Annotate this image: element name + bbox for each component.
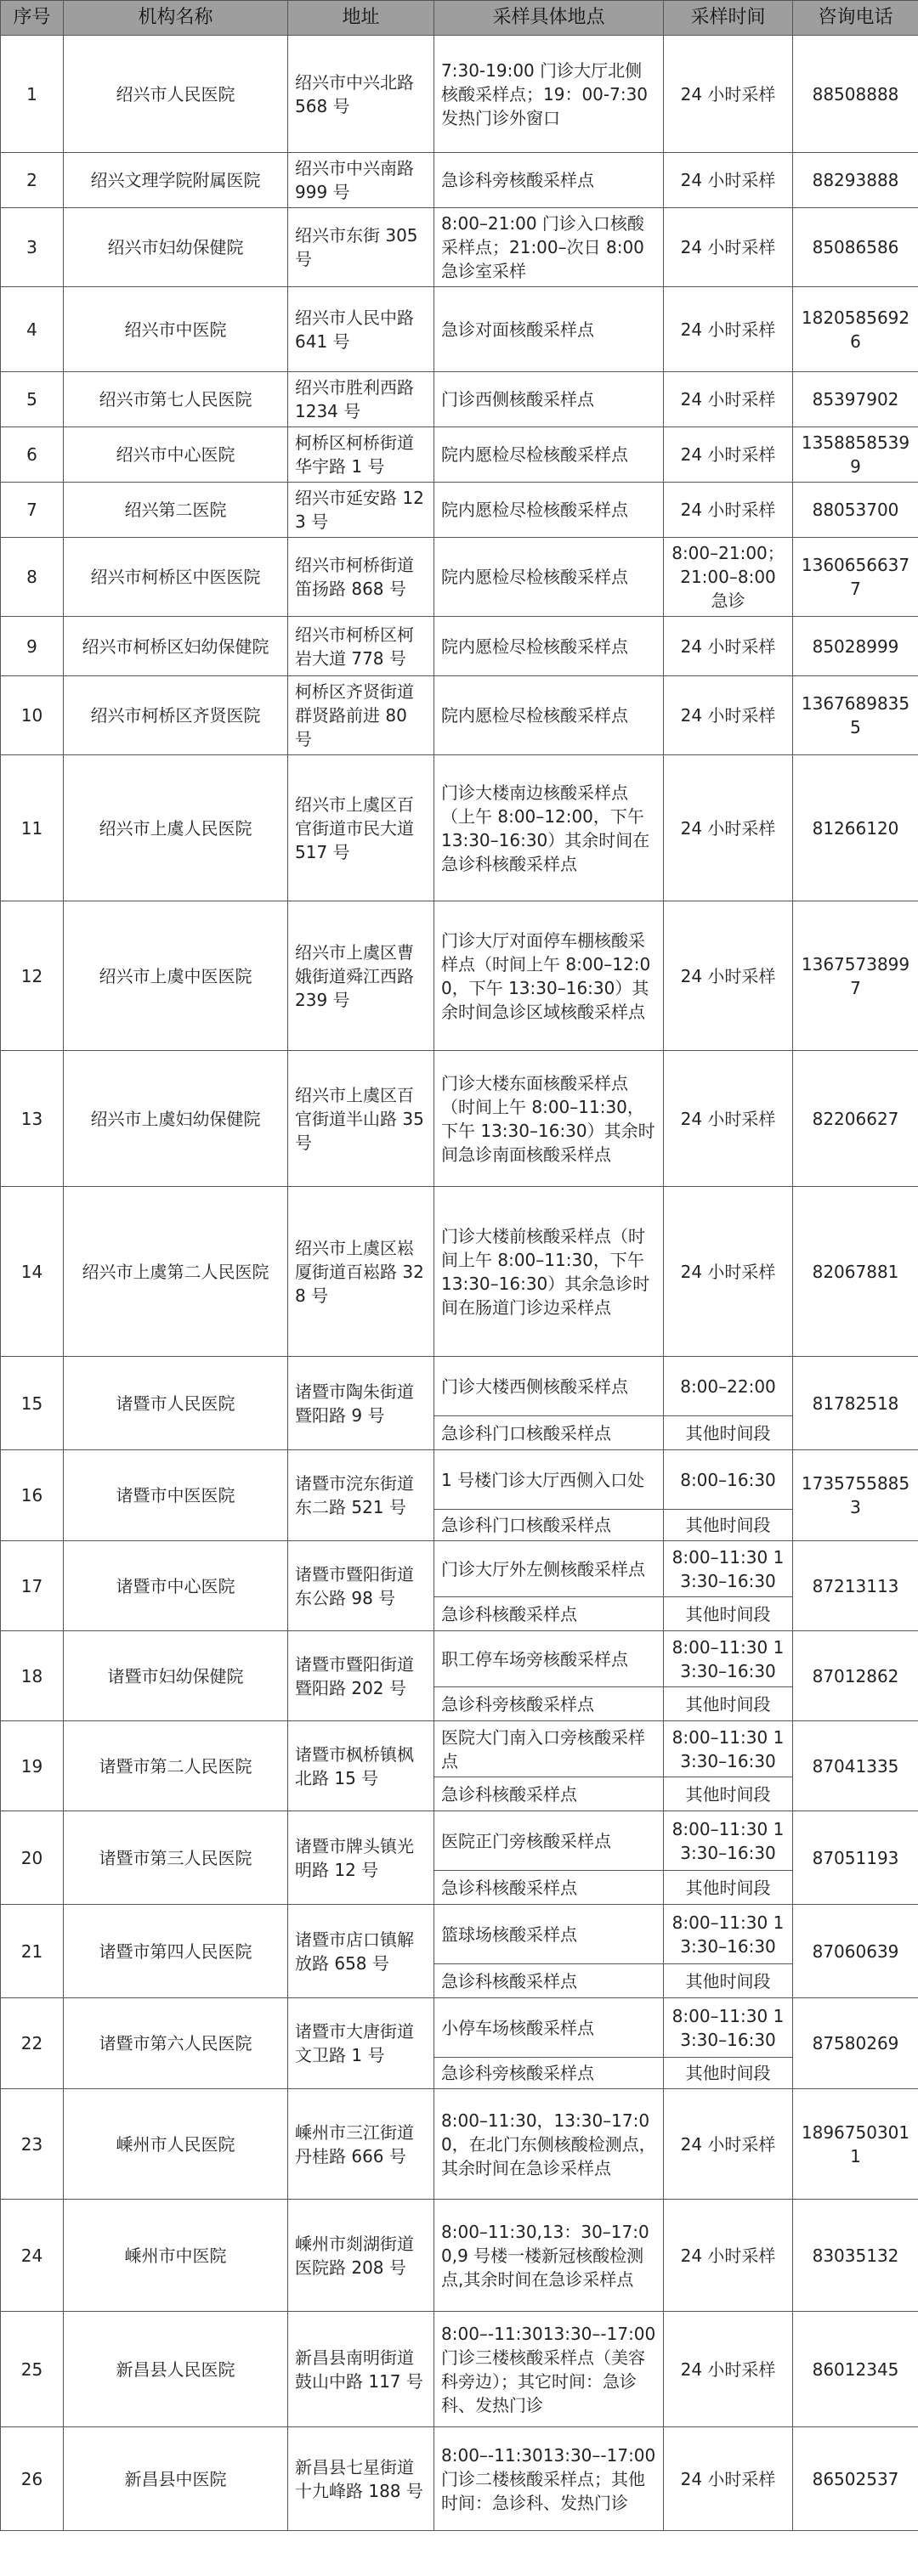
cell-time: 24 小时采样 [664, 208, 793, 287]
cell-time: 其他时间段 [664, 1687, 793, 1721]
cell-phone: 13588585399 [793, 427, 918, 483]
cell-time: 其他时间段 [664, 1871, 793, 1905]
table-row [1, 2312, 918, 2427]
cell-name: 诸暨市第四人民医院 [64, 1905, 288, 1998]
cell-no: 1 [1, 36, 64, 153]
cell-no: 3 [1, 208, 64, 287]
cell-phone: 88053700 [793, 483, 918, 538]
cell-address: 绍兴市胜利西路 1234 号 [288, 372, 434, 427]
cell-address: 绍兴市上虞区崧厦街道百崧路 328 号 [288, 1187, 434, 1357]
cell-time: 其他时间段 [664, 1416, 793, 1450]
cell-site: 医院大门南入口旁核酸采样点 [434, 1721, 664, 1777]
cell-time: 24 小时采样 [664, 1051, 793, 1187]
cell-name: 绍兴市柯桥区中医医院 [64, 538, 288, 617]
cell-phone: 87051193 [793, 1811, 918, 1905]
cell-address: 柯桥区齐贤街道群贤路前进 80 号 [288, 676, 434, 755]
cell-time: 其他时间段 [664, 1777, 793, 1811]
cell-address: 诸暨市陶朱街道暨阳路 9 号 [288, 1357, 434, 1450]
cell-time: 24 小时采样 [664, 901, 793, 1051]
cell-time: 24 小时采样 [664, 36, 793, 153]
cell-no: 18 [1, 1631, 64, 1721]
cell-site: 急诊科核酸采样点 [434, 1597, 664, 1631]
table-row [1, 208, 918, 287]
table-row [1, 1721, 918, 1777]
cell-address: 绍兴市柯桥区柯岩大道 778 号 [288, 617, 434, 676]
cell-phone: 82067881 [793, 1187, 918, 1357]
cell-time: 8:00–11:30 13:30–16:30 [664, 1905, 793, 1964]
cell-phone: 87580269 [793, 1998, 918, 2089]
cell-site: 急诊科核酸采样点 [434, 1871, 664, 1905]
cell-time: 24 小时采样 [664, 2427, 793, 2531]
cell-site: 8:00–-11:3013:30–-17:00 门诊二楼核酸采样点；其他时间：急诊科、发热门诊 [434, 2427, 664, 2531]
cell-site: 急诊科核酸采样点 [434, 1964, 664, 1998]
cell-no: 20 [1, 1811, 64, 1905]
cell-name: 绍兴第二医院 [64, 483, 288, 538]
cell-phone: 81266120 [793, 755, 918, 901]
cell-address: 嵊州市三江街道丹桂路 666 号 [288, 2089, 434, 2200]
cell-time: 8:00–21:00；21:00–8:00 急诊 [664, 538, 793, 617]
table-row [1, 1187, 918, 1357]
cell-time: 24 小时采样 [664, 372, 793, 427]
cell-time: 其他时间段 [664, 1597, 793, 1631]
table-body [1, 36, 918, 2531]
cell-phone: 82206627 [793, 1051, 918, 1187]
cell-address: 诸暨市暨阳街道暨阳路 202 号 [288, 1631, 434, 1721]
cell-time: 8:00–11:30 13:30–16:30 [664, 1721, 793, 1777]
cell-no: 6 [1, 427, 64, 483]
table-row [1, 1051, 918, 1187]
table-row [1, 287, 918, 372]
cell-time: 24 小时采样 [664, 287, 793, 372]
cell-no: 2 [1, 153, 64, 208]
cell-address: 柯桥区柯桥街道华宇路 1 号 [288, 427, 434, 483]
table-row [1, 617, 918, 676]
cell-address: 诸暨市大唐街道文卫路 1 号 [288, 1998, 434, 2089]
cell-phone: 88508888 [793, 36, 918, 153]
table-row [1, 1357, 918, 1416]
cell-no: 14 [1, 1187, 64, 1357]
cell-no: 23 [1, 2089, 64, 2200]
cell-site: 急诊对面核酸采样点 [434, 287, 664, 372]
table-row [1, 483, 918, 538]
table-row [1, 676, 918, 755]
cell-no: 22 [1, 1998, 64, 2089]
cell-name: 诸暨市第二人民医院 [64, 1721, 288, 1811]
cell-no: 13 [1, 1051, 64, 1187]
cell-name: 绍兴市柯桥区妇幼保健院 [64, 617, 288, 676]
cell-name: 绍兴市第七人民医院 [64, 372, 288, 427]
cell-site: 院内愿检尽检核酸采样点 [434, 483, 664, 538]
cell-address: 绍兴市中兴南路 999 号 [288, 153, 434, 208]
cell-phone: 87060639 [793, 1905, 918, 1998]
cell-name: 诸暨市中心医院 [64, 1541, 288, 1631]
cell-phone: 86502537 [793, 2427, 918, 2531]
cell-phone: 81782518 [793, 1357, 918, 1450]
cell-no: 26 [1, 2427, 64, 2531]
table-row [1, 901, 918, 1051]
cell-no: 11 [1, 755, 64, 901]
cell-name: 绍兴市上虞中医医院 [64, 901, 288, 1051]
cell-name: 诸暨市中医医院 [64, 1450, 288, 1541]
cell-no: 5 [1, 372, 64, 427]
table-row [1, 1631, 918, 1687]
cell-time: 8:00–11:30 13:30–16:30 [664, 1811, 793, 1871]
cell-address: 新昌县七星街道十九峰路 188 号 [288, 2427, 434, 2531]
cell-phone: 17357558853 [793, 1450, 918, 1541]
cell-no: 21 [1, 1905, 64, 1998]
table-row [1, 2089, 918, 2200]
cell-time: 24 小时采样 [664, 483, 793, 538]
cell-site: 7:30-19:00 门诊大厅北侧核酸采样点；19：00-7:30 发热门诊外窗口 [434, 36, 664, 153]
cell-time: 24 小时采样 [664, 1187, 793, 1357]
cell-site: 门诊大楼前核酸采样点（时间上午 8:00–11:30，下午 13:30–16:30）其余急诊时间在肠道门诊边采样点 [434, 1187, 664, 1357]
cell-name: 绍兴市上虞人民医院 [64, 755, 288, 901]
header-site: 采样具体地点 [434, 1, 664, 36]
cell-phone: 86012345 [793, 2312, 918, 2427]
cell-name: 绍兴市妇幼保健院 [64, 208, 288, 287]
cell-site: 院内愿检尽检核酸采样点 [434, 538, 664, 617]
header-time: 采样时间 [664, 1, 793, 36]
cell-site: 急诊科旁核酸采样点 [434, 1687, 664, 1721]
cell-site: 门诊西侧核酸采样点 [434, 372, 664, 427]
cell-name: 诸暨市妇幼保健院 [64, 1631, 288, 1721]
cell-time: 8:00–11:30 13:30–16:30 [664, 1631, 793, 1687]
cell-address: 诸暨市暨阳街道东公路 98 号 [288, 1541, 434, 1631]
cell-name: 诸暨市第六人民医院 [64, 1998, 288, 2089]
cell-time: 8:00–16:30 [664, 1450, 793, 1510]
cell-time: 其他时间段 [664, 2058, 793, 2089]
header-name: 机构名称 [64, 1, 288, 36]
cell-phone: 13675738997 [793, 901, 918, 1051]
cell-phone: 18967503011 [793, 2089, 918, 2200]
cell-site: 篮球场核酸采样点 [434, 1905, 664, 1964]
header-row [1, 1, 918, 36]
cell-site: 急诊科旁核酸采样点 [434, 2058, 664, 2089]
cell-site: 急诊科核酸采样点 [434, 1777, 664, 1811]
cell-site: 急诊科旁核酸采样点 [434, 153, 664, 208]
table-row [1, 36, 918, 153]
cell-no: 12 [1, 901, 64, 1051]
table-row [1, 1541, 918, 1597]
cell-site: 门诊大楼西侧核酸采样点 [434, 1357, 664, 1416]
cell-phone: 13676898355 [793, 676, 918, 755]
cell-site: 8:00–11:30，13:30–17:00，在北门东侧核酸检测点，其余时间在急诊采样点 [434, 2089, 664, 2200]
cell-name: 绍兴市中心医院 [64, 427, 288, 483]
cell-phone: 87041335 [793, 1721, 918, 1811]
cell-address: 嵊州市剡湖街道医院路 208 号 [288, 2200, 434, 2312]
cell-site: 门诊大厅外左侧核酸采样点 [434, 1541, 664, 1597]
cell-name: 绍兴市中医院 [64, 287, 288, 372]
cell-name: 新昌县人民医院 [64, 2312, 288, 2427]
cell-time: 8:00–11:30 13:30–16:30 [664, 1541, 793, 1597]
cell-address: 诸暨市店口镇解放路 658 号 [288, 1905, 434, 1998]
cell-site: 1 号楼门诊大厅西侧入口处 [434, 1450, 664, 1510]
header-address: 地址 [288, 1, 434, 36]
cell-site: 院内愿检尽检核酸采样点 [434, 427, 664, 483]
cell-name: 绍兴市上虞第二人民医院 [64, 1187, 288, 1357]
cell-time: 8:00–22:00 [664, 1357, 793, 1416]
table-row [1, 1450, 918, 1510]
cell-name: 诸暨市第三人民医院 [64, 1811, 288, 1905]
cell-name: 绍兴市柯桥区齐贤医院 [64, 676, 288, 755]
table-row [1, 372, 918, 427]
cell-time: 24 小时采样 [664, 755, 793, 901]
cell-phone: 87213113 [793, 1541, 918, 1631]
table-row [1, 2427, 918, 2531]
cell-address: 新昌县南明街道鼓山中路 117 号 [288, 2312, 434, 2427]
cell-time: 24 小时采样 [664, 427, 793, 483]
cell-name: 绍兴文理学院附属医院 [64, 153, 288, 208]
cell-address: 绍兴市人民中路 641 号 [288, 287, 434, 372]
cell-site: 医院正门旁核酸采样点 [434, 1811, 664, 1871]
cell-time: 24 小时采样 [664, 153, 793, 208]
cell-address: 诸暨市浣东街道东二路 521 号 [288, 1450, 434, 1541]
cell-address: 绍兴市上虞区曹娥街道舜江西路 239 号 [288, 901, 434, 1051]
cell-no: 7 [1, 483, 64, 538]
cell-site: 院内愿检尽检核酸采样点 [434, 676, 664, 755]
cell-address: 诸暨市牌头镇光明路 12 号 [288, 1811, 434, 1905]
cell-site: 职工停车场旁核酸采样点 [434, 1631, 664, 1687]
table-row [1, 153, 918, 208]
cell-site: 小停车场核酸采样点 [434, 1998, 664, 2058]
cell-time: 24 小时采样 [664, 617, 793, 676]
cell-site: 急诊科门口核酸采样点 [434, 1510, 664, 1541]
cell-address: 绍兴市中兴北路 568 号 [288, 36, 434, 153]
cell-no: 10 [1, 676, 64, 755]
cell-name: 诸暨市人民医院 [64, 1357, 288, 1450]
cell-address: 绍兴市上虞区百官街道市民大道 517 号 [288, 755, 434, 901]
cell-time: 其他时间段 [664, 1510, 793, 1541]
header-phone: 咨询电话 [793, 1, 918, 36]
cell-no: 17 [1, 1541, 64, 1631]
cell-site: 8:00–21:00 门诊入口核酸采样点；21:00–次日 8:00 急诊室采样 [434, 208, 664, 287]
cell-name: 绍兴市人民医院 [64, 36, 288, 153]
cell-site: 门诊大厅对面停车棚核酸采样点（时间上午 8:00–12:00，下午 13:30–16:30）其余时间急诊区域核酸采样点 [434, 901, 664, 1051]
cell-name: 嵊州市中医院 [64, 2200, 288, 2312]
cell-address: 绍兴市柯桥街道笛扬路 868 号 [288, 538, 434, 617]
cell-time: 24 小时采样 [664, 2200, 793, 2312]
cell-time: 24 小时采样 [664, 676, 793, 755]
cell-no: 9 [1, 617, 64, 676]
cell-phone: 87012862 [793, 1631, 918, 1721]
cell-address: 绍兴市延安路 123 号 [288, 483, 434, 538]
cell-no: 15 [1, 1357, 64, 1450]
table-row [1, 2200, 918, 2312]
cell-address: 绍兴市上虞区百官街道半山路 35 号 [288, 1051, 434, 1187]
cell-address: 绍兴市东街 305 号 [288, 208, 434, 287]
cell-site: 8:00–11:30,13：30–17:00,9 号楼一楼新冠核酸检测点,其余时间在急诊采样点 [434, 2200, 664, 2312]
cell-time: 24 小时采样 [664, 2089, 793, 2200]
table-row [1, 755, 918, 901]
table-row [1, 1905, 918, 1964]
cell-site: 急诊科门口核酸采样点 [434, 1416, 664, 1450]
cell-site: 院内愿检尽检核酸采样点 [434, 617, 664, 676]
cell-phone: 13606566377 [793, 538, 918, 617]
cell-name: 嵊州市人民医院 [64, 2089, 288, 2200]
cell-no: 4 [1, 287, 64, 372]
cell-phone: 18205856926 [793, 287, 918, 372]
header-no: 序号 [1, 1, 64, 36]
cell-phone: 85397902 [793, 372, 918, 427]
cell-name: 绍兴市上虞妇幼保健院 [64, 1051, 288, 1187]
cell-no: 24 [1, 2200, 64, 2312]
cell-address: 诸暨市枫桥镇枫北路 15 号 [288, 1721, 434, 1811]
table-row [1, 1811, 918, 1871]
cell-time: 其他时间段 [664, 1964, 793, 1998]
cell-name: 新昌县中医院 [64, 2427, 288, 2531]
cell-site: 门诊大楼南边核酸采样点（上午 8:00–12:00，下午 13:30–16:30）其余时间在急诊科核酸采样点 [434, 755, 664, 901]
cell-site: 门诊大楼东面核酸采样点（时间上午 8:00–11:30，下午 13:30–16:30）其余时间急诊南面核酸采样点 [434, 1051, 664, 1187]
table-row [1, 427, 918, 483]
cell-no: 25 [1, 2312, 64, 2427]
cell-site: 8:00–-11:3013:30–-17:00 门诊三楼核酸采样点（美容科旁边）；其它时间：急诊科、发热门诊 [434, 2312, 664, 2427]
cell-time: 8:00–11:30 13:30–16:30 [664, 1998, 793, 2058]
cell-time: 24 小时采样 [664, 2312, 793, 2427]
cell-phone: 85086586 [793, 208, 918, 287]
cell-no: 8 [1, 538, 64, 617]
table-row [1, 1998, 918, 2058]
cell-phone: 88293888 [793, 153, 918, 208]
cell-no: 16 [1, 1450, 64, 1541]
cell-no: 19 [1, 1721, 64, 1811]
cell-phone: 85028999 [793, 617, 918, 676]
cell-phone: 83035132 [793, 2200, 918, 2312]
table-row [1, 538, 918, 617]
